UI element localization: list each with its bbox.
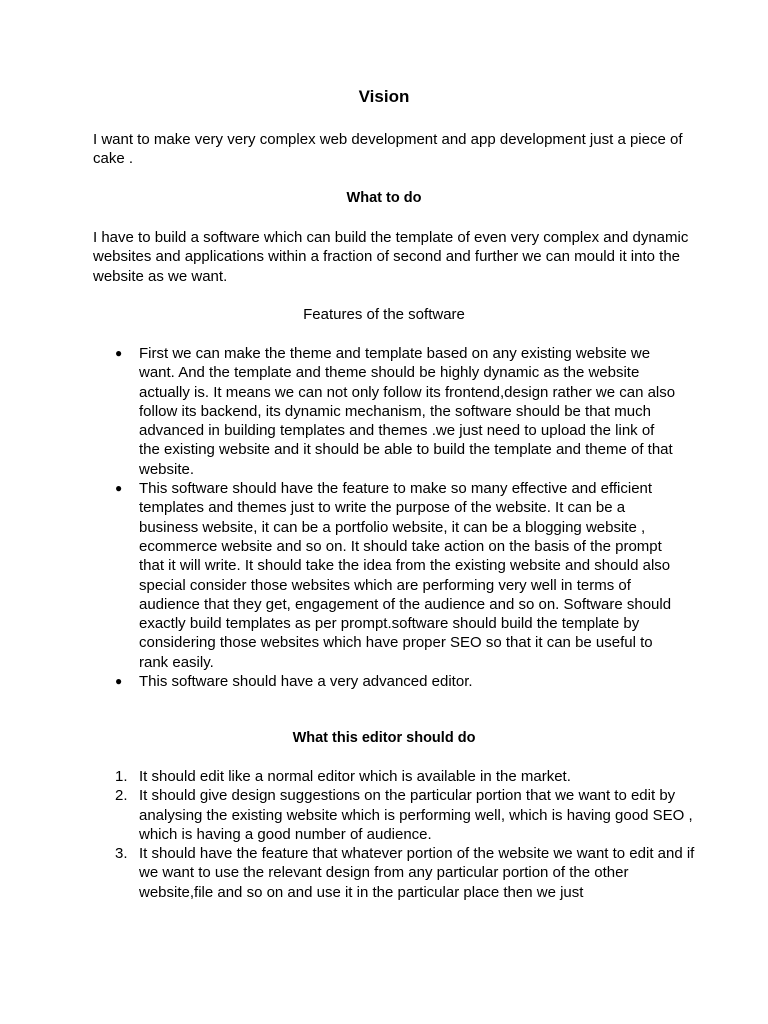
editor-heading: What this editor should do [292,730,476,746]
list-number: 2. [115,787,128,805]
list-item-text: This software should have the feature to make so many effective and efficient templates and themes just to write the purpose of the website. It can be a business website, it can be a portfolio website, it can be a blogging website , ecommerce website and so on. It should take action on the basis of the prompt that it will write. It should take the idea from the existing website and should also special consider those websites which are performing very well in terms of audience that they get, engagement of the audience and so on. Software should exactly build templates as per prompt.software should build the template by considering those websites which have proper SEO so that it can be useful to rank easily. [139,480,672,671]
list-item [115,767,704,786]
intro-paragraph: I want to make very very complex web development and app development just a piece of cake . [93,131,683,168]
editor-list [115,767,704,902]
list-item [115,844,704,902]
list-number: 1. [115,768,128,785]
what-to-do-paragraph: I have to build a software which can build the template of even very complex and dynamic websites and applications within a fraction of second and further we can mould it into the website as we want. [93,229,689,285]
bullet-icon: ● [115,481,123,496]
list-number: 3. [115,845,128,863]
list-item [115,672,679,691]
list-item-text: It should have the feature that whatever portion of the website we want to edit and if we want to use the relevant design from any particular portion of the other website,file and so on and use it in the particular place then we just [139,845,695,901]
features-heading: Features of the software [303,306,465,323]
list-item [115,479,679,672]
list-item-text: First we can make the theme and template based on any existing website we want. And the template and theme should be highly dynamic as the website actually is. It means we can not only follow its frontend,design rather we can also follow its backend, its dynamic mechanism, the software should be that much advanced in building templates and themes .we just need to upload the link of the existing website and it should be able to build the template and theme of that website. [139,345,676,478]
list-item [115,786,704,844]
bullet-icon: ● [115,674,123,689]
list-item-text: It should give design suggestions on the particular portion that we want to edit by analysing the existing website which is performing well, which is having good SEO , which is having a good number of audience. [139,787,693,843]
what-to-do-heading: What to do [346,190,422,206]
bullet-icon: ● [115,346,123,360]
features-list [115,344,679,691]
page-title: Vision [358,87,410,106]
list-item-text: It should edit like a normal editor which is available in the market. [139,768,571,785]
list-item-text: This software should have a very advanced editor. [139,673,473,691]
list-item [115,344,679,479]
